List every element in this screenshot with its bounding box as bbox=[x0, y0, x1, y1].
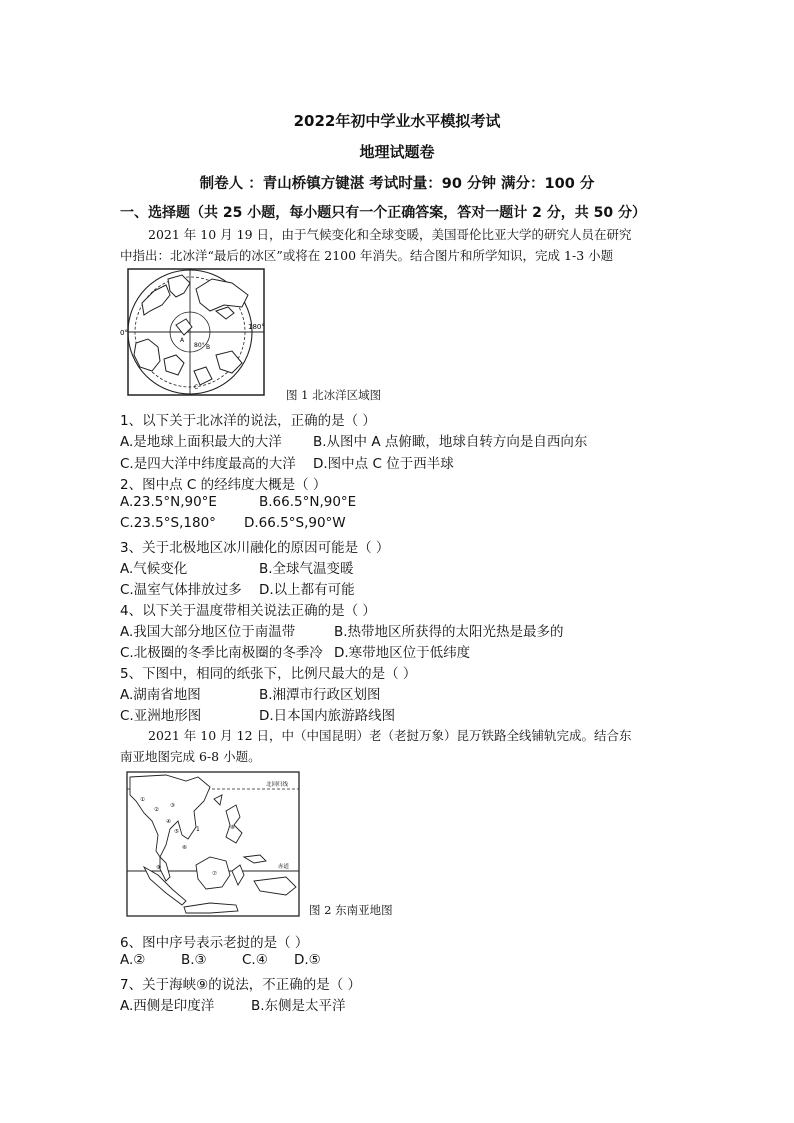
latitude-label: 80° bbox=[194, 342, 205, 349]
option-d: D.66.5°S,90°W bbox=[244, 515, 346, 531]
option-c: C.是四大洋中纬度最高的大洋 bbox=[120, 456, 296, 472]
question-stem: 4、以下关于温度带相关说法正确的是（ ） bbox=[120, 603, 376, 619]
map-label: 0° bbox=[120, 329, 128, 337]
option-b: B.66.5°N,90°E bbox=[259, 494, 357, 510]
option-a: A.是地球上面积最大的大洋 bbox=[120, 434, 282, 450]
section-heading: 一、选择题（共 25 小题，每小题只有一个正确答案，答对一题计 2 分，共 50 分） bbox=[120, 205, 646, 221]
option-c: C.23.5°S,180° bbox=[120, 515, 216, 531]
intro-text-line: 2021 年 10 月 19 日，由于气候变化和全球变暖，美国哥伦比亚大学的研究人员在研究 bbox=[148, 227, 632, 242]
southeast-asia-map bbox=[126, 771, 300, 917]
option-c: C.亚洲地形图 bbox=[120, 708, 202, 724]
svg-text:1: 1 bbox=[196, 826, 200, 833]
svg-text:⑦: ⑦ bbox=[212, 871, 217, 877]
svg-text:⑨: ⑨ bbox=[156, 865, 161, 871]
intro-text-line: 南亚地图完成 6-8 小题。 bbox=[120, 749, 261, 764]
exam-title: 2022年初中学业水平模拟考试 bbox=[293, 112, 501, 130]
svg-text:⑥: ⑥ bbox=[182, 845, 187, 851]
option-a: A.湖南省地图 bbox=[120, 687, 201, 703]
option-c: C.北极圈的冬季比南极圈的冬季冷 bbox=[120, 645, 323, 661]
option-d: D.以上都有可能 bbox=[259, 582, 355, 598]
equator-label: 赤道 bbox=[278, 864, 290, 870]
question-stem: 1、以下关于北冰洋的说法，正确的是（ ） bbox=[120, 413, 376, 429]
tropic-label: 北回归线 bbox=[266, 782, 289, 788]
option-b: B.全球气温变暖 bbox=[259, 561, 354, 577]
intro-text-line: 2021 年 10 月 12 日，中（中国昆明）老（老挝万象）昆万铁路全线铺轨完成。结合东 bbox=[148, 728, 632, 743]
option-b: B.湘潭市行政区划图 bbox=[259, 687, 381, 703]
option-b: B.③ bbox=[181, 952, 207, 968]
point-label: A bbox=[180, 337, 185, 344]
arctic-ocean-map bbox=[120, 267, 268, 397]
option-a: A.西侧是印度洋 bbox=[120, 998, 215, 1014]
option-d: D.日本国内旅游路线图 bbox=[259, 708, 396, 724]
figure-caption: 图 2 东南亚地图 bbox=[309, 903, 393, 917]
option-d: D.⑤ bbox=[294, 952, 321, 968]
exam-meta: 制卷人 ：青山桥镇方键湛 考试时量：90 分钟 满分：100 分 bbox=[199, 176, 595, 192]
option-a: A.我国大部分地区位于南温带 bbox=[120, 624, 296, 640]
option-a: A.② bbox=[120, 952, 146, 968]
question-stem: 2、图中点 C 的经纬度大概是（ ） bbox=[120, 477, 327, 493]
svg-text:②: ② bbox=[154, 807, 159, 813]
point-label: B bbox=[206, 344, 211, 351]
svg-text:⑧: ⑧ bbox=[230, 825, 235, 831]
option-c: C.④ bbox=[242, 952, 268, 968]
question-stem: 5、下图中，相同的纸张下，比例尺最大的是（ ） bbox=[120, 666, 417, 682]
svg-text:③: ③ bbox=[170, 803, 175, 809]
intro-text-line: 中指出：北冰洋“最后的冰区”或将在 2100 年消失。结合图片和所学知识，完成 1-3 小题 bbox=[120, 248, 614, 263]
question-stem: 3、关于北极地区冰川融化的原因可能是（ ） bbox=[120, 540, 390, 556]
option-b: B.热带地区所获得的太阳光热是最多的 bbox=[334, 624, 564, 640]
figure-caption: 图 1 北冰洋区域图 bbox=[286, 388, 382, 402]
option-a: A.23.5°N,90°E bbox=[120, 494, 217, 510]
option-b: B.从图中 A 点俯瞰，地球自转方向是自西向东 bbox=[313, 434, 588, 450]
svg-text:④: ④ bbox=[166, 819, 171, 825]
option-d: D.图中点 C 位于西半球 bbox=[313, 456, 454, 472]
option-b: B.东侧是太平洋 bbox=[251, 998, 346, 1014]
question-stem: 7、关于海峡⑨的说法，不正确的是（ ） bbox=[120, 977, 361, 993]
svg-text:⑤: ⑤ bbox=[174, 829, 179, 835]
exam-subtitle: 地理试题卷 bbox=[359, 143, 435, 161]
map-label: 180° bbox=[248, 323, 265, 331]
option-c: C.温室气体排放过多 bbox=[120, 582, 242, 598]
question-stem: 6、图中序号表示老挝的是（ ） bbox=[120, 935, 309, 951]
option-d: D.寒带地区位于低纬度 bbox=[334, 645, 471, 661]
option-a: A.气候变化 bbox=[120, 561, 188, 577]
svg-text:①: ① bbox=[140, 797, 145, 803]
point-label: C bbox=[194, 384, 199, 391]
